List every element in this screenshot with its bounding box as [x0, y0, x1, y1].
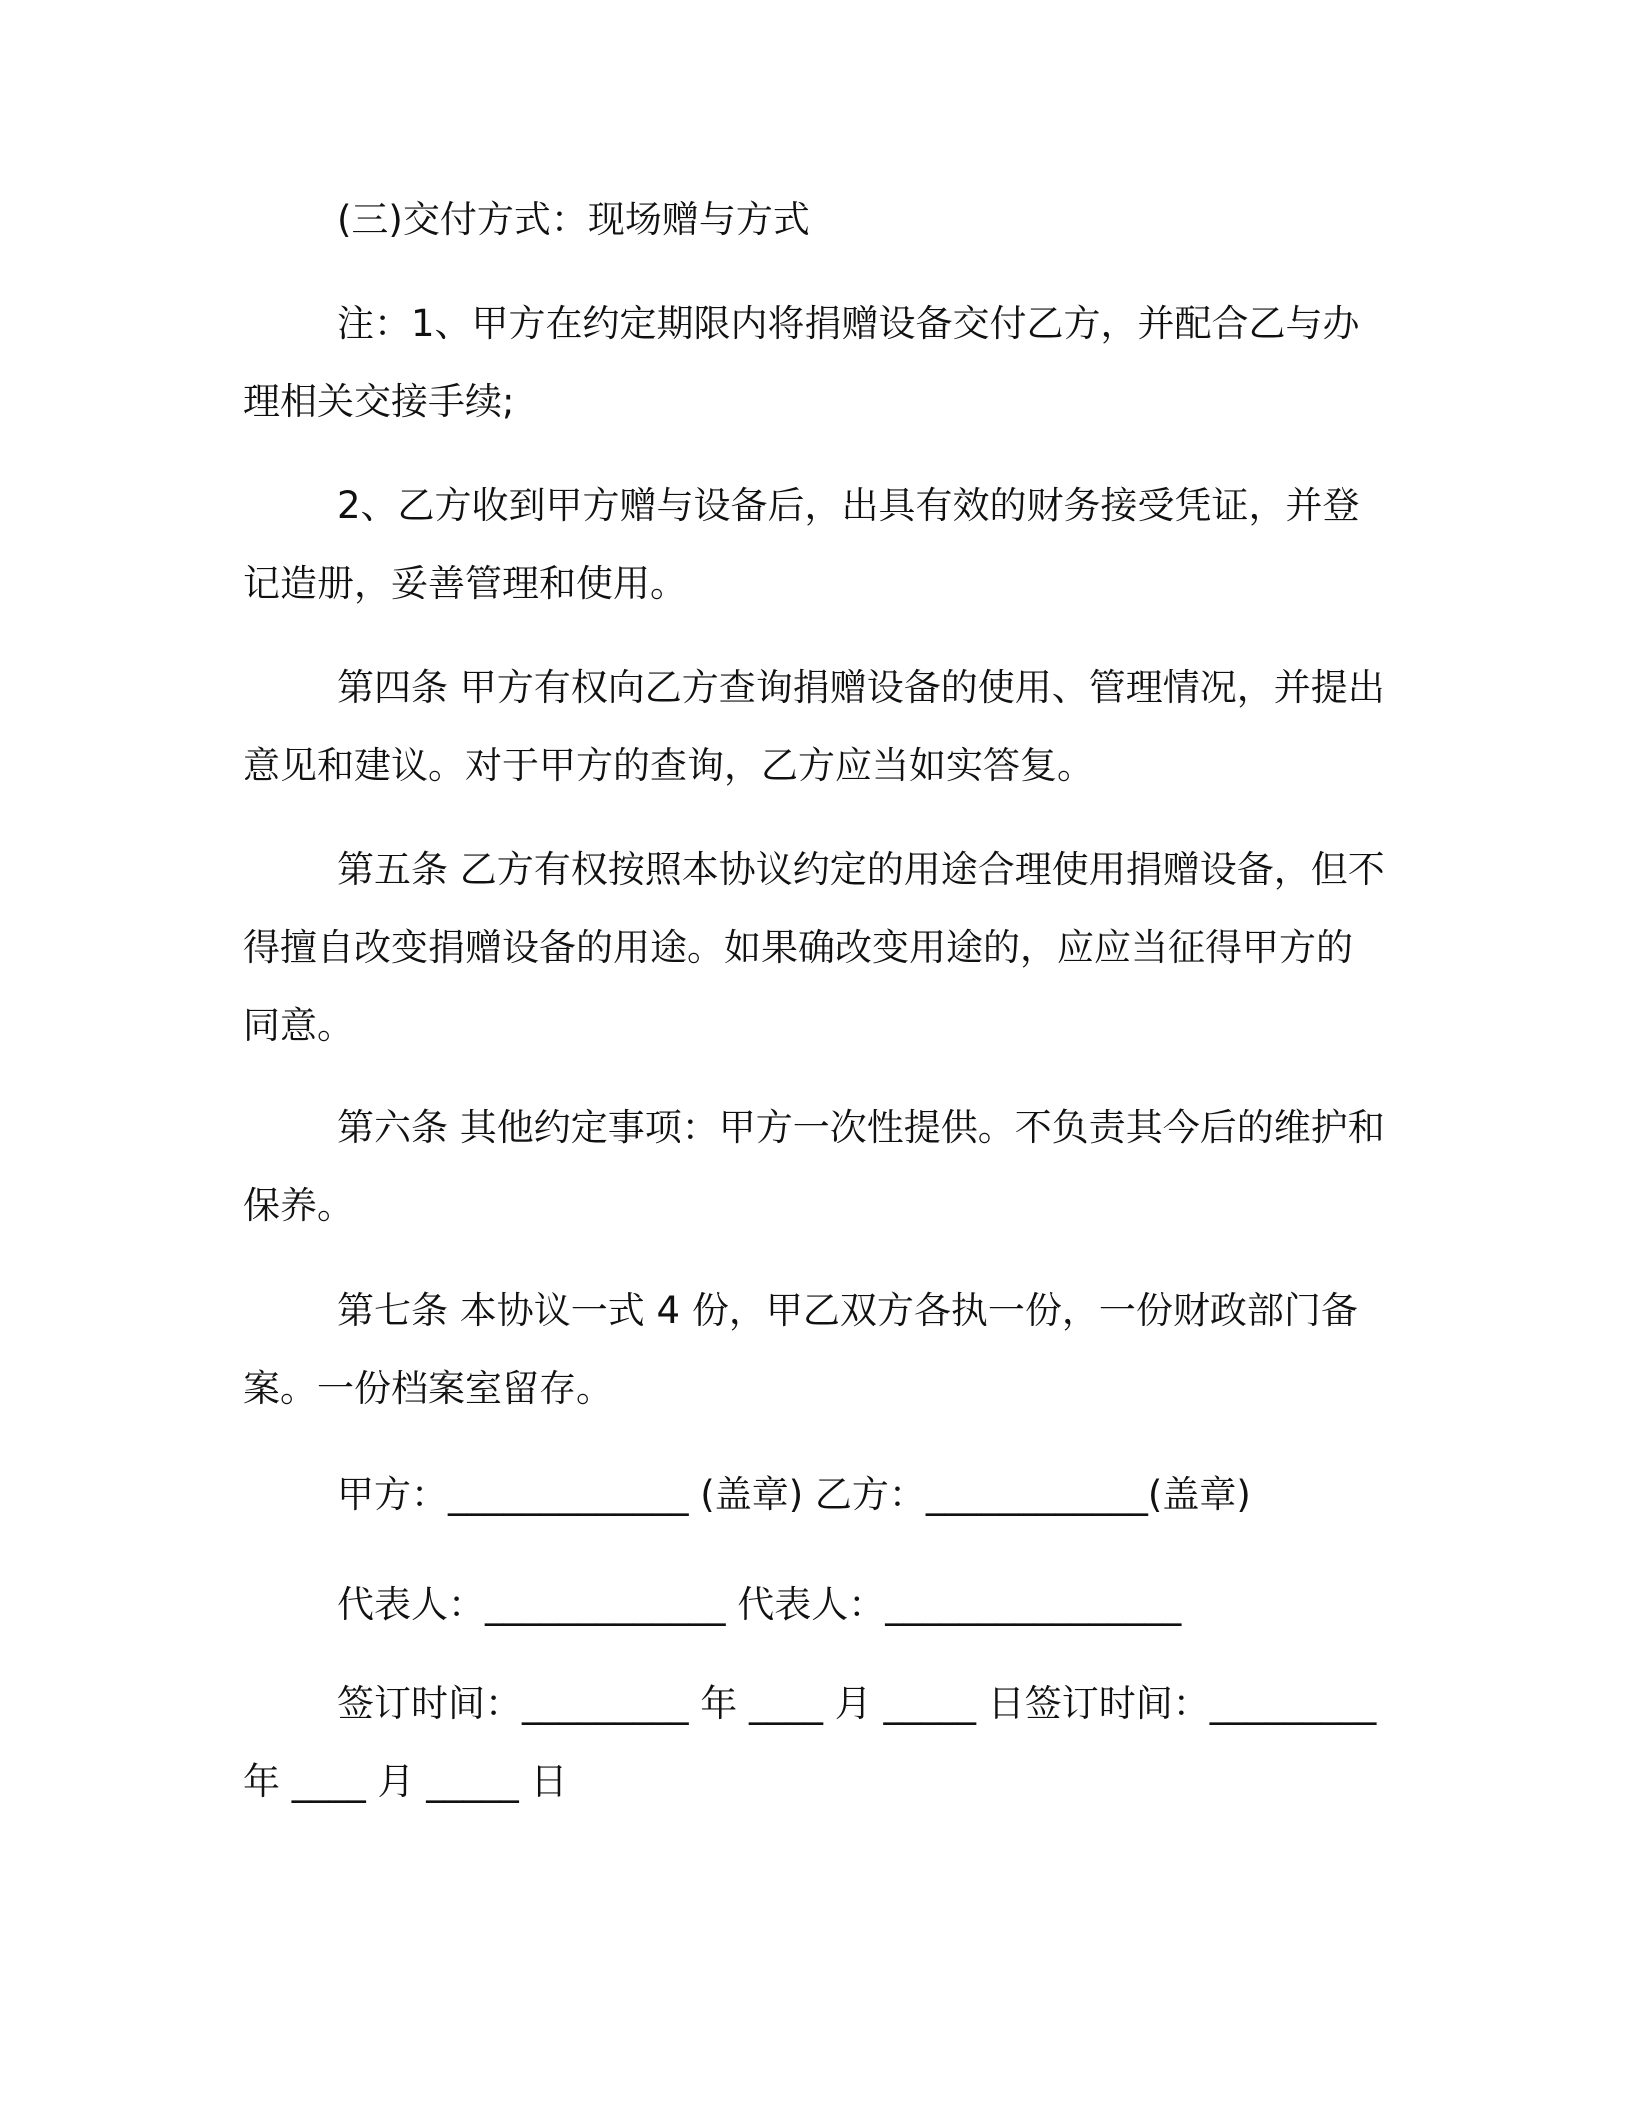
text-line: 案。一份档案室留存。 — [243, 1367, 613, 1410]
text-line: 得擅自改变捐赠设备的用途。如果确改变用途的，应应当征得甲方的 — [243, 926, 1353, 969]
signature-parties — [243, 1456, 1403, 1534]
text-line: 签订时间：_________ 年 ____ 月 _____ 日签订时间：_________ — [337, 1682, 1377, 1725]
text-line: 第六条 其他约定事项：甲方一次性提供。不负责其今后的维护和 — [337, 1106, 1385, 1149]
text-line: 2、乙方收到甲方赠与设备后，出具有效的财务接受凭证，并登 — [337, 484, 1360, 527]
paragraph-note-2 — [243, 467, 1403, 623]
text-line: 同意。 — [243, 1004, 354, 1047]
text-line: 意见和建议。对于甲方的查询，乙方应当如实答复。 — [243, 744, 1094, 787]
signature-dates — [243, 1665, 1403, 1821]
paragraph-article-5 — [243, 831, 1403, 1065]
paragraph-article-4 — [243, 649, 1403, 805]
text-line: 代表人：_____________ 代表人：________________ — [337, 1583, 1182, 1626]
text-line: 记造册，妥善管理和使用。 — [243, 562, 687, 605]
text-line: 第七条 本协议一式 4 份，甲乙双方各执一份，一份财政部门备 — [337, 1289, 1358, 1332]
text-line: 保养。 — [243, 1184, 354, 1227]
text-line: 理相关交接手续; — [243, 380, 515, 423]
text-line: 甲方：_____________ (盖章) 乙方：____________(盖章) — [337, 1473, 1251, 1516]
paragraph-article-6 — [243, 1089, 1403, 1245]
text-line: 年 ____ 月 _____ 日 — [243, 1760, 568, 1803]
paragraph-delivery-method — [243, 181, 1403, 259]
text-line: 第四条 甲方有权向乙方查询捐赠设备的使用、管理情况，并提出 — [337, 666, 1385, 709]
text-line: (三)交付方式：现场赠与方式 — [337, 198, 810, 241]
paragraph-article-7 — [243, 1272, 1403, 1428]
signature-representatives — [243, 1566, 1403, 1644]
paragraph-note-1 — [243, 285, 1403, 441]
text-line: 注：1、甲方在约定期限内将捐赠设备交付乙方，并配合乙与办 — [337, 302, 1360, 345]
text-line: 第五条 乙方有权按照本协议约定的用途合理使用捐赠设备，但不 — [337, 848, 1385, 891]
